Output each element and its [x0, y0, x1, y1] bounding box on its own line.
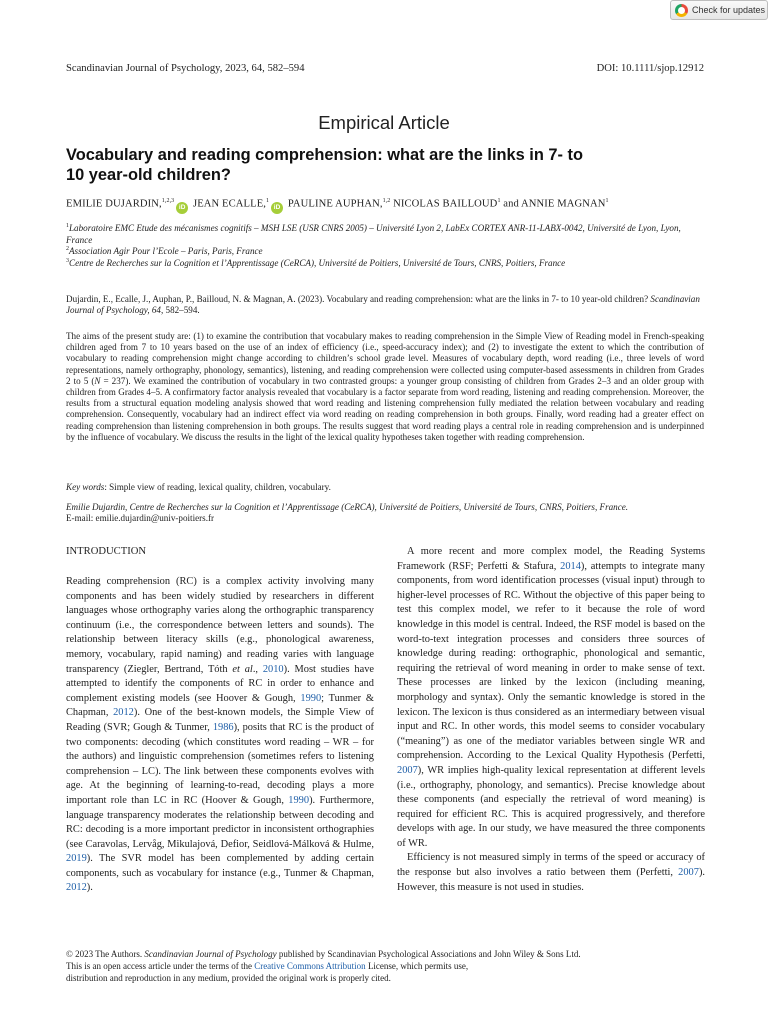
paragraph [66, 575, 374, 896]
citation-link[interactable]: 2010 [262, 663, 284, 675]
citation-link[interactable]: 2007 [678, 867, 699, 879]
text: License, which permits use, [365, 961, 469, 971]
text: ). Most studies have attempted to identify the components of RC in order to enhance and complement existing models (see Hoover & Gough, [66, 663, 374, 704]
article-title [66, 145, 686, 185]
citation-link[interactable]: 1990 [288, 794, 310, 806]
abstract [66, 331, 704, 443]
citation-link[interactable]: 2019 [66, 853, 87, 865]
author-affil-sup: 1,2 [382, 198, 391, 204]
author-affil-sup: 1,2,3 [161, 198, 175, 204]
running-header-doi[interactable]: DOI: 10.1111/sjop.12912 [596, 63, 704, 74]
author-name: EMILIE DUJARDIN, [66, 198, 162, 210]
check-for-updates-label: Check for updates [692, 5, 766, 15]
author-affil-sup: 1 [497, 198, 501, 204]
orcid-icon[interactable]: iD [271, 202, 283, 214]
text: ). The SVR model has been complemented by adding certain components, such as vocabulary for instance (e.g., Tunmer & Chapman, [66, 853, 374, 879]
correspondence-address: Emilie Dujardin, Centre de Recherches sur la Cognition et l’Apprentissage (CeRCA), Université de Poitiers, Université de Tours, CNRS, Poitiers, France. [66, 502, 629, 512]
text: ). [86, 882, 93, 894]
citation-text: Dujardin, E., Ecalle, J., Auphan, P., Bailloud, N. & Magnan, A. (2023). Vocabulary and reading comprehension: what are the links in 7- to 10 year-old children? [66, 294, 649, 304]
abstract-n: N [94, 375, 101, 386]
citation-link[interactable]: 2014 [560, 560, 581, 572]
text: © 2023 The Authors. [66, 949, 145, 959]
orcid-icon[interactable]: iD [176, 202, 188, 214]
paragraph [397, 545, 705, 851]
text: ), attempts to integrate many components, from word identification processes (visual input) through to higher-level processes of RC. Without the objective of this paper being to test this complex model, we refer to it because the role of word knowledge in this model is central. Indeed, the RSF model is based on the word-to-text integration processes and considers three sources of knowledge during reading: orthographic, phonological and semantic, requiring the retrieval of word meaning in order to make sense of text. These processes are linked by the lexicon (including meaning, morphology and syntax). Only the semantic knowledge is stored in the lexicon. The lexicon is thus considered as an intermediary between visual input and RC. In other words, this model seems to consider vocabulary (“meaning”) as one of the mediator variables between single WR and comprehension. According to the Lexical Quality Hypothesis (Perfetti, [397, 560, 705, 762]
citation-link[interactable]: 2007 [397, 764, 418, 776]
text: Efficiency is not measured simply in terms of the speed or accuracy of the response but also involves a ratio between them (Perfetti, [397, 852, 705, 879]
text: ., [252, 663, 263, 675]
text: published by Scandinavian Psychological Associations and John Wiley & Sons Ltd. [276, 949, 581, 959]
text: ; Tunmer & Chapman, [66, 692, 374, 719]
text: A more recent and more complex model, the Reading Systems Framework (RSF; Perfetti & Stafura, [397, 546, 705, 572]
text: Reading comprehension (RC) is a complex activity involving many components and has been widely studied by researchers in different languages whose orthography varies along the orthographic transparency continuum (i.e., the correspondence between letters and sounds). The relationship between literacy skills (e.g., phonological awareness, memory, vocabulary, rapid naming) and reading varies with language transparency (Ziegler, Bertrand, Tóth [66, 576, 374, 675]
affil-sup: 1 [66, 223, 69, 229]
abstract-text: The aims of the present study are: (1) to examine the contribution that vocabulary makes to reading comprehension in the Simple View of Reading model in French-speaking children aged from 7 to 10 years based on the use of an index of efficiency (i.e., speed-accuracy index); and (2) to investigate the extent to which the contribution of vocabulary to reading comprehension might change according to children’s school grade level. Measures of vocabulary depth, word reading (i.e., three levels of word representations, namely orthography, phonology, semantics), listening, and reading comprehension were collected using computer-based assessments in children from Grades 2 to 5 ( [66, 331, 704, 386]
affil-sup: 2 [66, 246, 69, 252]
affiliation-1 [66, 221, 706, 246]
affil-text: Centre de Recherches sur la Cognition et l’Apprentissage (CeRCA), Université de Poitiers, Université de Tours, CNRS, Poitiers, France [69, 258, 566, 269]
footer-journal: Scandinavian Journal of Psychology [144, 949, 277, 959]
paragraph [397, 851, 705, 895]
text: et al [232, 663, 253, 675]
affiliation-3 [66, 256, 706, 270]
text: ), posits that RC is the product of two components: decoding (which constitutes word reading – WR – for the authors) and linguistic comprehension (sometimes refers to listening comprehension – LC). The link between these components evolves with age. At the beginning of learning-to-read, decoding plays a more important role than LC in RC (Hoover & Gough, [66, 721, 374, 806]
citation-link[interactable]: 1990 [300, 692, 322, 704]
title-line-2: 10 year-old children? [66, 166, 231, 184]
correspondence-email[interactable]: E-mail: emilie.dujardin@univ-poitiers.fr [66, 513, 215, 524]
title-line-1: Vocabulary and reading comprehension: what are the links in 7- to [66, 146, 584, 164]
author-affil-sup: 1 [605, 198, 609, 204]
abstract-n-value: = 237 [100, 375, 126, 386]
affil-text: Laboratoire EMC Etude des mécanismes cognitifs – MSH LSE (USR CNRS 2005) – Université Lyon 2, LabEx CORTEX ANR-11-LABX-0042, Université de Lyon, Lyon, France [66, 223, 681, 245]
abstract-text-2: ). We examined the contribution of vocabulary in two contrasted groups: a younger group consisting of children from Grades 2–3 and an older group with children from Grades 4–5. A confirmatory factor analysis revealed that vocabulary is a factor separate from word reading, listening and reading comprehension. Moreover, the results from a structural equation modeling analysis showed that word reading and listening comprehension fully mediated the relation between vocabulary and reading comprehension. Consequently, vocabulary had an indirect effect via word reading on reading comprehension in both groups. Finally, word reading had a greater effect on reading comprehension than listening comprehension in both groups. The results suggest that word reading plays a central role in reading comprehension and is underpinned by the influence of vocabulary. We discuss the results in the light of the lexical quality hypotheses taken together with reading comprehension. [66, 375, 704, 442]
citation-link[interactable]: 2012 [113, 707, 134, 719]
text: ). Furthermore, language transparency moderates the relationship between decoding and RC: decoding is a more important predictor in inconsistent orthographies (see Caravolas, Lervåg, Mikulajová, Defior, Seidlová-Málková & Hulme, [66, 794, 374, 850]
keywords-label: Key words [66, 482, 105, 492]
citation [66, 294, 702, 317]
correspondence [66, 502, 706, 525]
author-name: and ANNIE MAGNAN [503, 198, 606, 210]
license-link[interactable]: Creative Commons Attribution [254, 961, 366, 971]
author-affil-sup: 1 [266, 198, 270, 204]
section-type: Empirical Article [318, 112, 450, 133]
text: distribution and reproduction in any medium, provided the original work is properly cited. [66, 973, 391, 983]
citation-link[interactable]: 1986 [212, 721, 234, 733]
keywords [66, 482, 331, 492]
affil-text: Association Agir Pour l’Ecole – Paris, Paris, France [69, 246, 263, 257]
author-name: JEAN ECALLE, [193, 198, 267, 210]
text: ). One of the best-known models, the Simple View of Reading (SVR; Gough & Tunmer, [66, 707, 374, 733]
text: ), WR implies high-quality lexical representation at different levels (i.e., orthography, phonology, and semantics). Precise knowledge about these components (and especially the retrieval of word meaning) is required for efficient RC. This is acquired progressively, and therefore develops with age. In our study, we have measured the three components of WR. [397, 764, 705, 849]
running-header-left: Scandinavian Journal of Psychology, 2023, 64, 582–594 [66, 63, 305, 74]
crossmark-icon [675, 4, 688, 17]
right-column [397, 545, 705, 895]
left-column [66, 575, 374, 896]
text: This is an open access article under the terms of the [66, 961, 255, 971]
affil-sup: 3 [66, 258, 69, 264]
author-list [66, 198, 609, 214]
author-name: PAULINE AUPHAN, [287, 198, 383, 210]
license-footer [66, 948, 706, 984]
author-name: NICOLAS BAILLOUD [393, 198, 498, 210]
citation-pages: 582–594. [165, 305, 200, 316]
keywords-list: : Simple view of reading, lexical quality, children, vocabulary. [104, 482, 331, 492]
citation-link[interactable]: 2012 [66, 882, 87, 894]
text: ). However, this measure is not used in studies. [397, 867, 705, 893]
citation-journal: Scandinavian Journal of Psychology, 64, [66, 294, 700, 316]
section-heading-introduction: INTRODUCTION [66, 546, 147, 557]
check-for-updates-button[interactable] [670, 0, 768, 20]
